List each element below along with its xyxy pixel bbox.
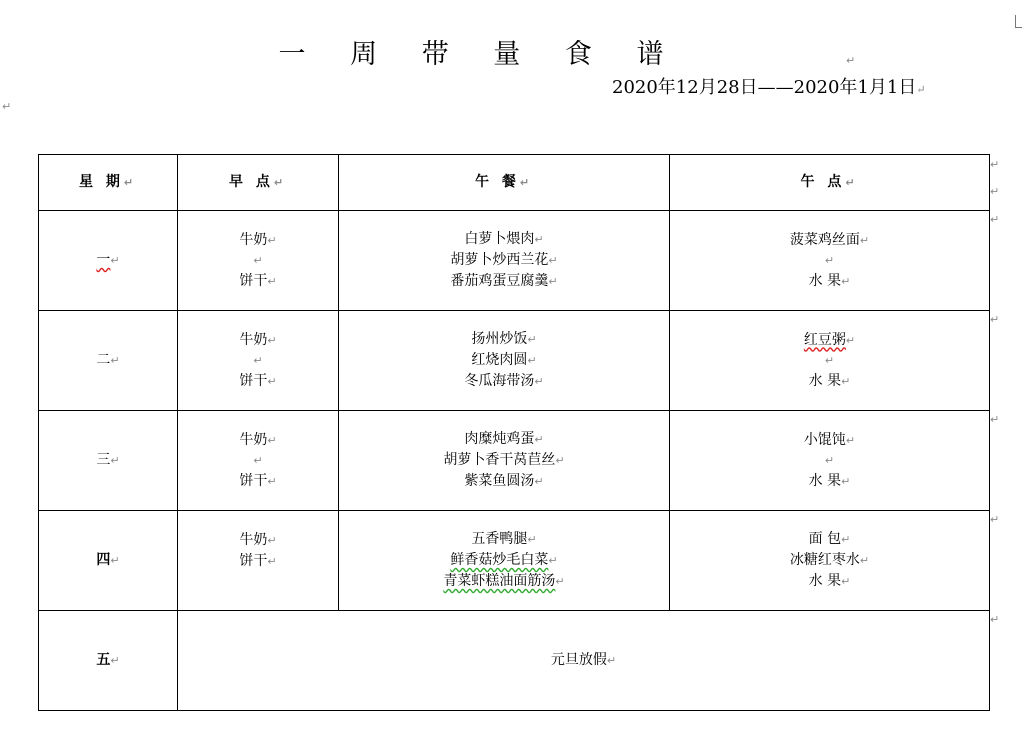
day-cell: 一↵ — [39, 211, 178, 311]
row-end-mark: ↵ — [990, 513, 1000, 526]
snack-cell: 面 包↵ 冰糖红枣水↵ 水 果↵ — [670, 511, 990, 611]
day-cell: 五↵ — [39, 611, 178, 711]
date-range — [612, 73, 926, 99]
row-end-mark: ↵ — [990, 613, 1000, 626]
lunch-cell: 肉糜炖鸡蛋↵ 胡萝卜香干莴苣丝↵ 紫菜鱼圆汤↵ — [339, 411, 670, 511]
breakfast-cell: 牛奶↵ ↵ 饼干↵ — [178, 311, 339, 411]
table-row — [39, 611, 990, 711]
paragraph-mark: ↵ — [2, 100, 12, 113]
paragraph-mark: ↵ — [846, 54, 856, 67]
header-snack: 午 点↵ — [670, 155, 990, 211]
row-end-mark: ↵ — [990, 413, 1000, 426]
lunch-cell: 扬州炒饭↵ 红烧肉圆↵ 冬瓜海带汤↵ — [339, 311, 670, 411]
table-row — [39, 311, 990, 411]
page-corner-mark — [1015, 15, 1022, 28]
breakfast-cell: 牛奶↵ ↵ 饼干↵ — [178, 211, 339, 311]
page-title: 一 周 带 量 食 谱 — [278, 39, 682, 70]
day-cell: 四↵ — [39, 511, 178, 611]
header-breakfast: 早 点↵ — [178, 155, 339, 211]
row-end-mark: ↵ — [990, 158, 1000, 171]
lunch-cell: 五香鸭腿↵ 鲜香菇炒毛白菜↵ 青菜虾糕油面筋汤↵ — [339, 511, 670, 611]
snack-cell: 红豆粥↵ ↵ 水 果↵ — [670, 311, 990, 411]
table-row — [39, 511, 990, 611]
breakfast-cell: 牛奶↵ 饼干↵ — [178, 511, 339, 611]
breakfast-cell: 牛奶↵ ↵ 饼干↵ — [178, 411, 339, 511]
lunch-cell: 白萝卜煨肉↵ 胡萝卜炒西兰花↵ 番茄鸡蛋豆腐羹↵ — [339, 211, 670, 311]
row-end-mark: ↵ — [990, 185, 1000, 198]
row-end-mark: ↵ — [990, 213, 1000, 226]
header-lunch: 午 餐↵ — [339, 155, 670, 211]
table-header-row — [39, 155, 990, 211]
menu-table — [38, 154, 990, 711]
holiday-cell: 元旦放假↵ — [178, 611, 990, 711]
table-row — [39, 411, 990, 511]
snack-cell: 小馄饨↵ ↵ 水 果↵ — [670, 411, 990, 511]
row-end-mark: ↵ — [990, 313, 1000, 326]
day-cell: 二↵ — [39, 311, 178, 411]
table-row — [39, 211, 990, 311]
day-cell: 三↵ — [39, 411, 178, 511]
paragraph-mark: ↵ — [916, 83, 926, 96]
header-weekday: 星 期↵ — [39, 155, 178, 211]
date-range-text: 2020年12月28日——2020年1月1日 — [612, 77, 917, 98]
snack-cell: 菠菜鸡丝面↵ ↵ 水 果↵ — [670, 211, 990, 311]
